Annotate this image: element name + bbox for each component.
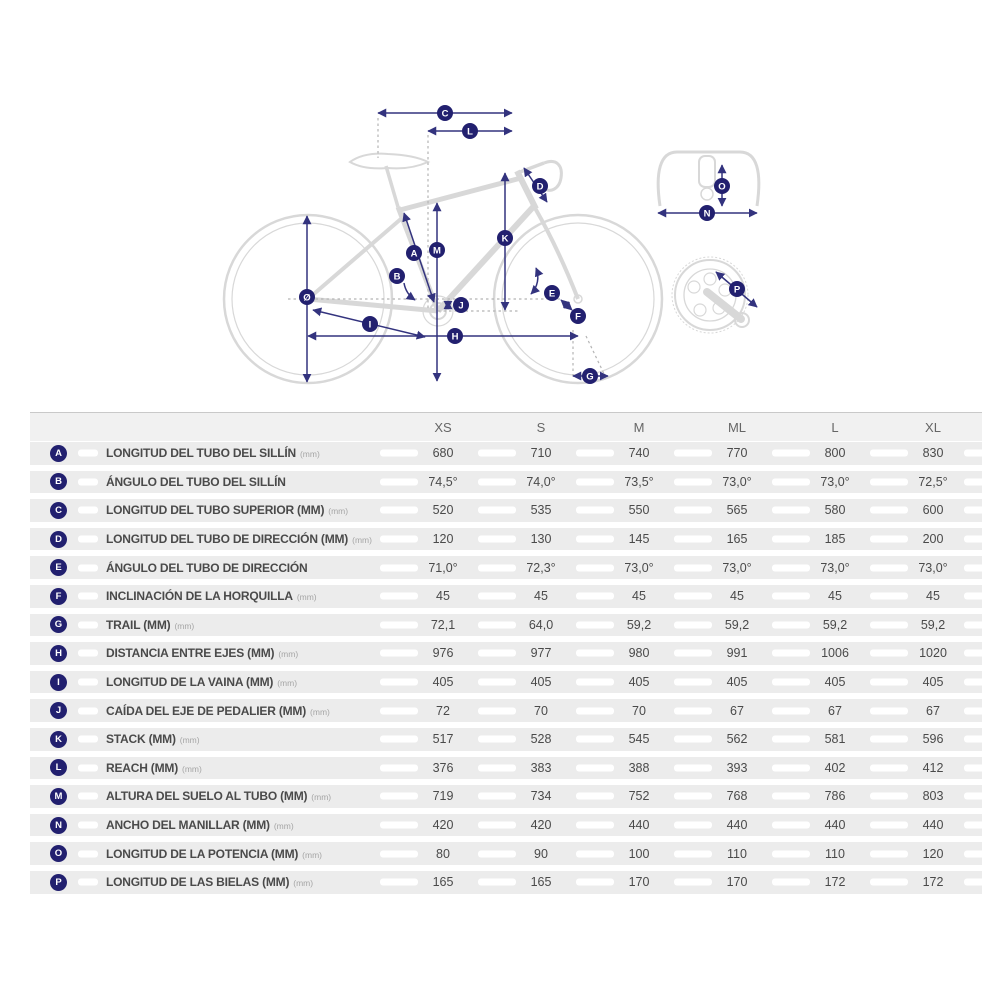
value-s: 528: [492, 732, 590, 746]
row-label: STACK (MM): [106, 732, 176, 747]
value-l: 185: [786, 532, 884, 546]
value-xl: 405: [884, 675, 982, 689]
value-ml: 170: [688, 875, 786, 889]
row-label: LONGITUD DE LA POTENCIA (MM): [106, 846, 299, 861]
value-s: 64,0: [492, 618, 590, 632]
row-label: LONGITUD DEL TUBO DEL SILLÍN: [106, 446, 296, 461]
table-row: [30, 442, 982, 465]
value-s: 130: [492, 532, 590, 546]
svg-text:H: H: [451, 331, 459, 343]
svg-text:Ø: Ø: [303, 292, 311, 304]
row-label: ALTURA DEL SUELO AL TUBO (MM): [106, 789, 308, 804]
value-xs: 72: [394, 704, 492, 718]
value-ml: 562: [688, 732, 786, 746]
marker-f: [570, 308, 586, 324]
size-column-header: S: [536, 419, 546, 435]
value-xl: 440: [884, 818, 982, 832]
value-l: 73,0°: [786, 561, 884, 575]
value-ml: 991: [688, 646, 786, 660]
table-row: [30, 728, 982, 751]
svg-text:M: M: [433, 245, 441, 257]
value-xs: 74,5°: [394, 475, 492, 489]
table-row: [30, 671, 982, 694]
value-m: 440: [590, 818, 688, 832]
row-label-cell: [102, 730, 394, 748]
value-ml: 67: [688, 704, 786, 718]
size-column-header: M: [633, 419, 645, 435]
marker-b: [389, 268, 405, 284]
value-xl: 72,5°: [884, 475, 982, 489]
svg-text:F: F: [575, 311, 581, 323]
svg-text:N: N: [703, 208, 711, 220]
value-xl: 600: [884, 503, 982, 517]
table-row: [30, 642, 982, 665]
row-letter-badge: K: [50, 731, 67, 748]
table-row: [30, 585, 982, 608]
geometry-rows: [30, 442, 982, 894]
value-ml: 393: [688, 761, 786, 775]
value-m: 752: [590, 789, 688, 803]
value-xl: 200: [884, 532, 982, 546]
value-xl: 73,0°: [884, 561, 982, 575]
svg-text:O: O: [718, 181, 726, 193]
value-l: 45: [786, 589, 884, 603]
row-unit: (mm): [299, 449, 320, 460]
row-letter-badge: O: [50, 845, 67, 862]
row-label: ÁNGULO DEL TUBO DEL SILLÍN: [106, 474, 286, 489]
measure-e-arc: [531, 268, 538, 294]
row-unit: (mm): [179, 735, 200, 746]
row-letter-badge: L: [50, 759, 67, 776]
value-s: 420: [492, 818, 590, 832]
table-row: [30, 842, 982, 865]
row-unit: (mm): [174, 620, 195, 631]
row-unit: (mm): [302, 849, 322, 860]
value-xs: 72,1: [394, 618, 492, 632]
value-xs: 120: [394, 532, 492, 546]
row-label-cell: [102, 530, 394, 548]
row-label-cell: [102, 587, 394, 605]
size-column-header: XS: [434, 419, 452, 435]
table-row: [30, 871, 982, 894]
value-l: 405: [786, 675, 884, 689]
svg-text:P: P: [733, 284, 741, 296]
row-unit: (mm): [328, 506, 349, 517]
row-label-cell: [102, 673, 394, 691]
value-xs: 420: [394, 818, 492, 832]
row-letter-badge: D: [50, 531, 67, 548]
marker-p-crank: [729, 281, 745, 297]
size-column-header: ML: [727, 419, 747, 435]
value-xl: 830: [884, 446, 982, 460]
row-label: LONGITUD DE LA VAINA (MM): [106, 675, 274, 690]
row-label-cell: [102, 873, 394, 891]
geometry-table: [30, 412, 982, 900]
row-label: LONGITUD DEL TUBO SUPERIOR (MM): [106, 503, 325, 518]
marker-c: [437, 105, 453, 121]
row-letter-badge: J: [50, 702, 67, 719]
value-m: 740: [590, 446, 688, 460]
diagram-markers: [299, 105, 745, 384]
measure-f-arrow: [561, 300, 572, 310]
value-l: 786: [786, 789, 884, 803]
marker-i: [362, 316, 378, 332]
value-ml: 165: [688, 532, 786, 546]
value-ml: 770: [688, 446, 786, 460]
value-xl: 67: [884, 704, 982, 718]
bike-geometry-diagram: [0, 0, 1000, 410]
row-unit: (mm): [310, 706, 330, 717]
row-unit: (mm): [296, 592, 317, 603]
value-xl: 120: [884, 847, 982, 861]
value-l: 580: [786, 503, 884, 517]
table-row: [30, 814, 982, 837]
row-label-cell: [102, 702, 394, 720]
wheel-diameter-marker: [299, 289, 315, 305]
value-xl: 412: [884, 761, 982, 775]
value-xs: 517: [394, 732, 492, 746]
row-letter-badge: C: [50, 502, 67, 519]
row-unit: (mm): [277, 678, 298, 689]
handlebar-front-view: [658, 152, 759, 213]
svg-text:B: B: [393, 271, 401, 283]
marker-g: [582, 368, 598, 384]
value-s: 70: [492, 704, 590, 718]
value-l: 581: [786, 732, 884, 746]
marker-n-width: [699, 205, 715, 221]
row-unit: (mm): [182, 763, 202, 774]
value-m: 550: [590, 503, 688, 517]
table-row: [30, 757, 982, 780]
table-row: [30, 471, 982, 494]
value-s: 45: [492, 589, 590, 603]
value-l: 172: [786, 875, 884, 889]
table-row: [30, 614, 982, 637]
value-m: 980: [590, 646, 688, 660]
size-column-header: XL: [925, 419, 941, 435]
value-xs: 719: [394, 789, 492, 803]
row-letter-badge: E: [50, 559, 67, 576]
value-s: 165: [492, 875, 590, 889]
row-label-cell: [102, 787, 394, 805]
row-label: LONGITUD DEL TUBO DE DIRECCIÓN (MM): [106, 532, 349, 547]
value-l: 440: [786, 818, 884, 832]
row-label-cell: [102, 816, 394, 834]
row-label: INCLINACIÓN DE LA HORQUILLA: [106, 589, 293, 604]
row-label: TRAIL (MM): [106, 617, 171, 632]
value-m: 70: [590, 704, 688, 718]
row-unit: (mm): [293, 878, 314, 889]
value-m: 73,5°: [590, 475, 688, 489]
table-row: [30, 699, 982, 722]
seatpost-and-saddle: [350, 154, 428, 207]
value-xs: 71,0°: [394, 561, 492, 575]
svg-text:A: A: [410, 248, 418, 260]
row-letter-badge: A: [50, 445, 67, 462]
row-label-cell: [102, 473, 394, 491]
value-m: 73,0°: [590, 561, 688, 575]
value-xs: 976: [394, 646, 492, 660]
value-xl: 803: [884, 789, 982, 803]
row-label-cell: [102, 845, 394, 863]
value-ml: 768: [688, 789, 786, 803]
row-letter-badge: H: [50, 645, 67, 662]
svg-text:K: K: [501, 233, 509, 245]
row-label-cell: [102, 759, 394, 777]
size-column-header: L: [831, 419, 839, 435]
value-l: 1006: [786, 646, 884, 660]
value-m: 545: [590, 732, 688, 746]
value-xl: 596: [884, 732, 982, 746]
marker-a: [406, 245, 422, 261]
bike-drawing: [224, 154, 662, 383]
value-ml: 59,2: [688, 618, 786, 632]
row-label-cell: [102, 559, 394, 577]
value-s: 710: [492, 446, 590, 460]
marker-k: [497, 230, 513, 246]
row-letter-badge: F: [50, 588, 67, 605]
value-ml: 405: [688, 675, 786, 689]
row-label: ÁNGULO DEL TUBO DE DIRECCIÓN: [106, 560, 308, 575]
row-letter-badge: I: [50, 674, 67, 691]
row-letter-badge: P: [50, 874, 67, 891]
value-s: 74,0°: [492, 475, 590, 489]
value-xs: 376: [394, 761, 492, 775]
value-l: 402: [786, 761, 884, 775]
value-m: 45: [590, 589, 688, 603]
table-row: [30, 785, 982, 808]
row-unit: (mm): [352, 535, 372, 546]
value-ml: 73,0°: [688, 475, 786, 489]
value-ml: 73,0°: [688, 561, 786, 575]
value-xl: 45: [884, 589, 982, 603]
svg-text:J: J: [458, 300, 464, 312]
svg-text:D: D: [536, 181, 544, 193]
value-xs: 520: [394, 503, 492, 517]
value-s: 977: [492, 646, 590, 660]
table-row: [30, 528, 982, 551]
value-m: 59,2: [590, 618, 688, 632]
row-unit: (mm): [311, 792, 332, 803]
svg-text:E: E: [548, 288, 556, 300]
row-unit: (mm): [278, 649, 299, 660]
svg-text:L: L: [467, 126, 473, 138]
measure-b-arc: [404, 283, 415, 300]
size-header-row: [30, 412, 982, 441]
marker-m: [429, 242, 445, 258]
value-m: 100: [590, 847, 688, 861]
construction-lines: [288, 118, 606, 378]
value-s: 90: [492, 847, 590, 861]
value-xs: 80: [394, 847, 492, 861]
row-label: LONGITUD DE LAS BIELAS (MM): [106, 875, 290, 890]
value-xs: 680: [394, 446, 492, 460]
table-row: [30, 556, 982, 579]
value-m: 388: [590, 761, 688, 775]
value-s: 405: [492, 675, 590, 689]
value-ml: 45: [688, 589, 786, 603]
value-m: 170: [590, 875, 688, 889]
value-l: 73,0°: [786, 475, 884, 489]
value-m: 145: [590, 532, 688, 546]
value-l: 800: [786, 446, 884, 460]
value-ml: 440: [688, 818, 786, 832]
row-label: REACH (MM): [106, 760, 178, 775]
value-xs: 45: [394, 589, 492, 603]
row-label-cell: [102, 444, 394, 462]
row-letter-badge: G: [50, 616, 67, 633]
marker-o-stem: [714, 178, 730, 194]
value-xl: 1020: [884, 646, 982, 660]
row-label-cell: [102, 501, 394, 519]
value-l: 67: [786, 704, 884, 718]
svg-text:I: I: [368, 319, 372, 331]
row-letter-badge: M: [50, 788, 67, 805]
row-label-cell: [102, 616, 394, 634]
value-xl: 59,2: [884, 618, 982, 632]
value-s: 734: [492, 789, 590, 803]
value-xs: 165: [394, 875, 492, 889]
row-letter-badge: B: [50, 473, 67, 490]
row-letter-badge: N: [50, 817, 67, 834]
row-label: ANCHO DEL MANILLAR (MM): [106, 818, 270, 833]
value-ml: 110: [688, 847, 786, 861]
svg-text:C: C: [441, 108, 449, 120]
value-xs: 405: [394, 675, 492, 689]
marker-j: [453, 297, 469, 313]
value-ml: 565: [688, 503, 786, 517]
value-s: 383: [492, 761, 590, 775]
row-unit: (mm): [273, 821, 294, 832]
value-l: 59,2: [786, 618, 884, 632]
marker-d: [532, 178, 548, 194]
value-xl: 172: [884, 875, 982, 889]
marker-l: [462, 123, 478, 139]
value-l: 110: [786, 847, 884, 861]
value-s: 535: [492, 503, 590, 517]
table-row: [30, 499, 982, 522]
row-label: CAÍDA DEL EJE DE PEDALIER (MM): [106, 703, 307, 718]
value-s: 72,3°: [492, 561, 590, 575]
row-label: DISTANCIA ENTRE EJES (MM): [106, 646, 275, 661]
crankset: [672, 257, 757, 333]
svg-text:G: G: [586, 371, 594, 383]
marker-h: [447, 328, 463, 344]
row-label-cell: [102, 644, 394, 662]
marker-e: [544, 285, 560, 301]
value-m: 405: [590, 675, 688, 689]
